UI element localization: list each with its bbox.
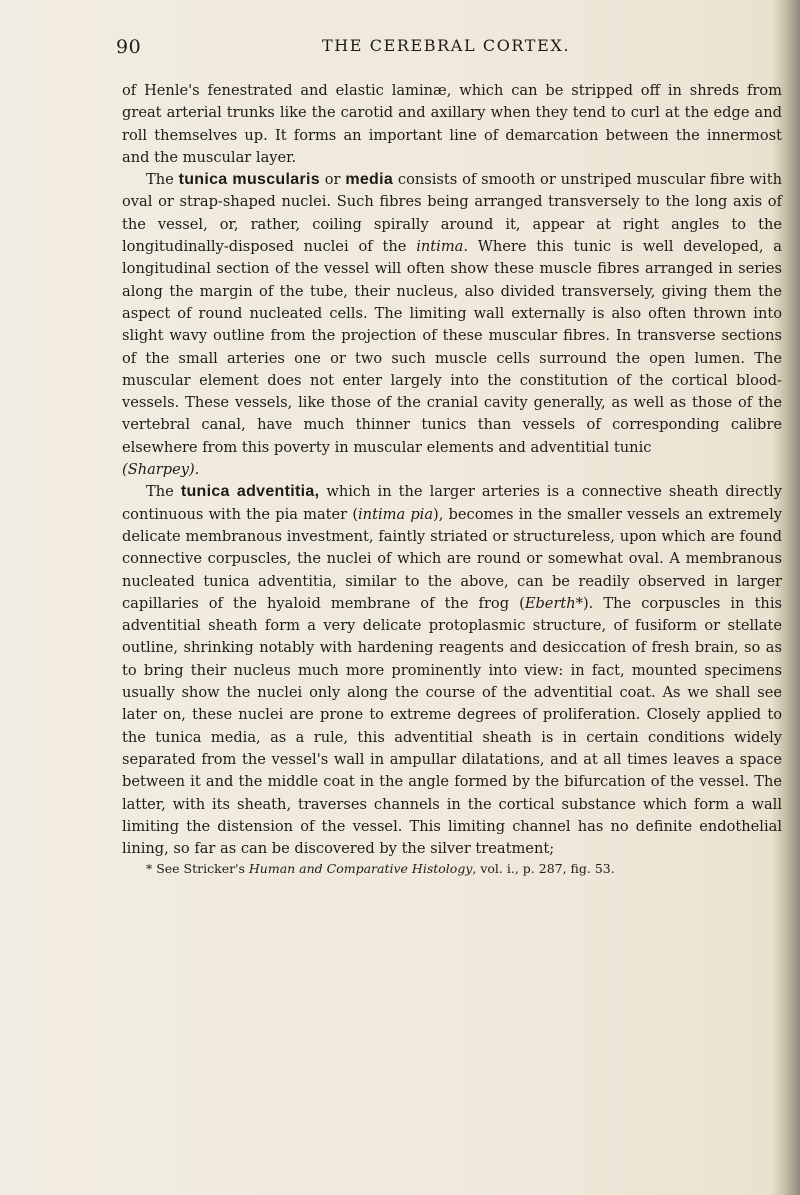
footnote-book-title: Human and Comparative Histology (248, 861, 473, 877)
paragraph-tunica-muscularis: The tunica muscularis or media consists of smooth or unstriped muscular fibre with oval or strap-shaped nuclei. Such fibres being arranged transversely to the long axis of the vessel, or, rather, coiling spirally around it, appear at right angles to the longitudinally-disposed nuclei of the intima. Where this tunic is well developed, a longitudinal section of the vessel will often show these muscle fibres arranged in series along the margin of the tube, their nucleus, also divided transversely, giving them the aspect of round nucleated cells. The limiting wall externally is also often thrown into slight wavy outline from the projection of these muscular fibres. In transverse sections of the small arteries one or two such muscle cells surround the open lumen. The muscular element does not enter largely into the constitution of the cortical blood-vessels. These vessels, like those of the cranial cavity generally, as well as those of the vertebral canal, have much thinner tunics than vessels of corresponding calibre elsewhere from this poverty in muscular elements and adventitial tunic (Sharpey). (122, 169, 782, 481)
paragraph-henle: of Henle's fenestrated and elastic laminæ, which can be stripped off in shreds from great arterial trunks like the carotid and axillary when they tend to curl at the edge and roll themselves up. It forms an important line of demarcation between the innermost and the muscular layer. (122, 82, 782, 166)
running-title: THE CEREBRAL CORTEX. (321, 36, 571, 55)
citation-eberth: Eberth (524, 594, 576, 612)
page-header (116, 36, 776, 60)
term-tunica-adventitia: tunica adventitia, (180, 483, 320, 501)
italic-intima-pia: intima pia (358, 505, 434, 523)
page-number: 90 (116, 36, 142, 58)
footnote: * See Stricker's Human and Comparative Histology, vol. i., p. 287, fig. 53. (146, 861, 615, 877)
term-media: media (345, 171, 394, 189)
citation-sharpey: (Sharpey). (122, 461, 200, 479)
italic-intima: intima (416, 238, 464, 256)
body-text (122, 80, 782, 878)
term-tunica-muscularis: tunica muscularis (178, 171, 320, 189)
paragraph-tunica-adventitia: The tunica adventitia, which in the larger arteries is a connective sheath directly continuous with the pia mater (intima pia), becomes in the smaller vessels an extremely delicate membranous investment, faintly striated or structureless, upon which are found connective corpuscles, the nuclei of which are round or somewhat oval. A membranous nucleated tunica adventitia, similar to the above, can be readily observed in larger capillaries of the hyaloid membrane of the frog (Eberth*). The corpuscles in this adventitial sheath form a very delicate protoplasmic structure, of fusiform or stellate outline, shrinking notably with hardening reagents and desiccation of fresh brain, so as to bring their nucleus much more prominently into view: in fact, mounted specimens usually show the nuclei only along the course of the adventitial coat. As we shall see later on, these nuclei are prone to extreme degrees of proliferation. Closely applied to the tunica media, as a rule, this adventitial sheath is in certain conditions widely separated from the vessel's wall in ampullar dilatations, and at all times leaves a space between it and the middle coat in the angle formed by the bifurcation of the vessel. The latter, with its sheath, traverses channels in the cortical substance which form a wall limiting the distension of the vessel. This limiting channel has no definite endothelial lining, so far as can be discovered by the silver treatment; (122, 483, 782, 858)
footnote-marker: * (575, 594, 583, 612)
